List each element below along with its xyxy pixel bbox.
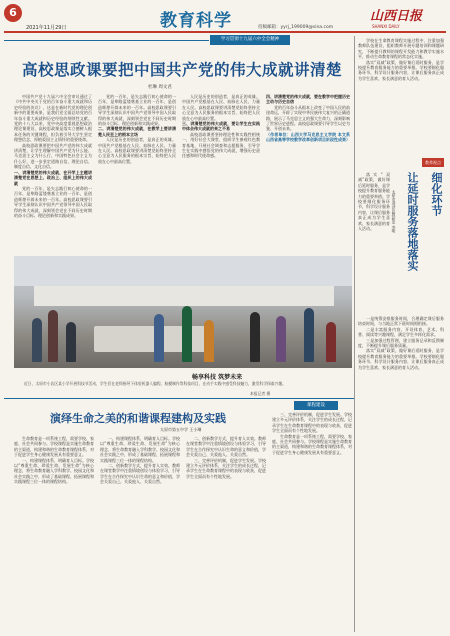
photo-person bbox=[154, 314, 164, 362]
photo-person bbox=[204, 320, 214, 362]
submission-email: 投稿邮箱：yyrj_199009@sina.com bbox=[258, 25, 334, 30]
lead-byline: 杜琳 周文君 bbox=[148, 85, 172, 90]
banner-line bbox=[4, 40, 209, 41]
section-title: 教育科学 bbox=[160, 11, 232, 31]
opinion-tag: 教养视点 bbox=[422, 158, 444, 167]
right-top-paragraph: 学校在生命教育课程实施过程中，注重加强教师队伍建设，组织教师开展专题培训和课题研究，不断提升教师的课程开发能力和教学实施水平，推动生命教育课程的常态化实施。 bbox=[358, 38, 444, 60]
lead-section-4-text: 党的百年奋斗从根本上改变了中国人民的前途命运，开辟了实现中华民族伟大复兴的正确道路，展示了马克思主义的强大生命力，深刻影响了世界历史进程。高校思政课要引导学生以史为鉴、开创未来。 bbox=[266, 104, 350, 132]
lead-intro-1: 中国共产党十九届六中全会审议通过了《中共中央关于党的百年奋斗重大成就和历史经验的决议》，这是在新时代党的理论创新中的重要成果，是我们党全面总结党的百年奋斗重大成就和历史经验的纲领性文献。党的十八大以来，党中央高度重视思想政治理论课建设，高校思政课是落实立德树人根本任务的关键课程，担负着引导大学生坚定理想信念、厚植爱国主义情怀的重要使命。 bbox=[14, 94, 92, 143]
lower-paragraph-1: 生命教育是一项系统工程，需要学校、家庭、社会共同参与。学校课程是实施生命教育的主渠道，构建和谐的生命教育课程体系，对于促进学生身心健康发展具有重要意义。 bbox=[14, 436, 94, 458]
right-body-1: 落实“双减”政策，做好课后延时服务，是学校提升教育服务能力的重要举措。学校要细化服务环节，科学设计服务内容，让课后服务真正成为学生喜欢、家长满意的育人活动。 bbox=[358, 172, 390, 232]
lower-column-2 bbox=[100, 436, 180, 632]
header-rule bbox=[4, 31, 446, 33]
lead-section-4-heading: 四、讲清楚党的伟大成就，要在教学中把握历史主动与历史自信 bbox=[266, 94, 350, 105]
lead-column-4 bbox=[266, 94, 350, 252]
lead-headline: 高校思政课要把中国共产党的伟大成就讲清楚 bbox=[22, 60, 343, 79]
lower-section-tag: 课程建设 bbox=[294, 401, 338, 410]
lower-column-1 bbox=[14, 436, 94, 632]
photo-person bbox=[32, 318, 42, 362]
right-body-1-repeat: 落实“双减”政策，做好课后延时服务，是学校提升教育服务能力的重要举措。学校要细化服务环节，科学设计服务内容，让课后服务真正成为学生喜欢、家长满意的育人活动。 bbox=[358, 348, 444, 370]
newspaper-logo: 山西日报 bbox=[370, 9, 423, 24]
photo-booth bbox=[34, 286, 334, 306]
right-title-line-2: 让延时服务落地落实 bbox=[406, 172, 419, 271]
right-body bbox=[358, 316, 444, 632]
lower-paragraph-2: 一、构建课程体系，明确育人目标。学校以“尊重生命、珍爱生命、发展生命”为核心理念，将生命教育融入学科教学、校园文化和社会实践之中，形成了基础课程、拓展课程和实践课程三位一体的课程结构。 bbox=[14, 457, 94, 485]
lead-column-3 bbox=[182, 94, 260, 252]
lower-paragraph-4: 三、完善评价机制，促进学生发展。学校建立多元评价体系，关注学生的成长过程，记录学生在生命教育课程中的表现与收获，促进学生全面而有个性地发展。 bbox=[186, 457, 266, 479]
right-body-4: 三是加强过程管理，建立服务记录和反馈制度，不断提升课后服务质量。 bbox=[358, 337, 444, 349]
lower-column-4 bbox=[272, 412, 352, 632]
right-column-rule bbox=[354, 36, 355, 632]
photo-caption: 近日，太原市小店区某小学开展科技节活动，学生们在老师指导下体验机器人编程、航模制作等科技项目，在动手实践中感受科技魅力，激发科学探索兴趣。 bbox=[24, 381, 286, 386]
lower-paragraph-3-cont: 二、创新教学方式，提升育人实效。教师在课堂教学中注重情境创设与体验学习，引导学生在合作探究中认识生命的意义和价值，学会关爱自己、关爱他人、关爱自然。 bbox=[186, 436, 266, 458]
right-top-paragraph-cont: 落实“双减”政策，做好课后延时服务，是学校提升教育服务能力的重要举措。学校要细化服务环节，科学设计服务内容，让课后服务真正成为学生喜欢、家长满意的育人活动。 bbox=[358, 59, 444, 81]
news-photo bbox=[14, 256, 352, 368]
lead-section-1-text: 党的一百年，是矢志践行初心使命的一百年，是筚路蓝缕奠基立业的一百年，是创造辉煌开辟未来的一百年。高校思政课要引导学生深刻认识中国共产党领导中国人民取得的伟大成就，深刻领会党在不同历史时期的奋斗目标、理论创新和实践成果。 bbox=[14, 185, 92, 218]
lower-byline: 太原市第五中学 王小琳 bbox=[160, 427, 202, 432]
lead-section-2-text-cont: 人民是历史的创造者，是真正的英雄。中国共产党根基在人民、血脉在人民、力量在人民。高校思政课要讲清楚党始终坚持全心全意为人民服务的根本宗旨，始终把人民放在心中最高位置。 bbox=[182, 94, 260, 121]
right-body-narrow bbox=[358, 172, 390, 312]
lead-section-1-heading: 一、讲清楚党的伟大成就，在开学上主题讲清楚党在思想上、政治上、组织上的伟大成就 bbox=[14, 169, 92, 186]
photo-person bbox=[304, 308, 314, 362]
right-body-3: 二是丰富服务内容，开设体育、艺术、科普、阅读等兴趣课程，满足学生多样化需求。 bbox=[358, 326, 444, 338]
photo-person bbox=[182, 306, 192, 362]
right-top-text bbox=[358, 38, 444, 154]
page-number: 6 bbox=[4, 4, 22, 22]
photo-person bbox=[326, 322, 336, 362]
lead-section-1-text-cont: 党的一百年，是矢志践行初心使命的一百年，是筚路蓝缕奠基立业的一百年，是创造辉煌开辟未来的一百年。高校思政课要引导学生深刻认识中国共产党领导中国人民取得的伟大成就，深刻领会党在不同历史时期的奋斗目标、理论创新和实践成果。 bbox=[98, 94, 176, 127]
lead-section-2-text: 人民是历史的创造者，是真正的英雄。中国共产党根基在人民、血脉在人民、力量在人民。高校思政课要讲清楚党始终坚持全心全意为人民服务的根本宗旨，始终把人民放在心中最高位置。 bbox=[98, 137, 176, 164]
photo-person bbox=[66, 322, 76, 362]
right-body-2: 一是统筹安排服务时间，合理确定课后服务结束时间，与当地正常下班时间相衔接。 bbox=[358, 316, 444, 327]
section-divider bbox=[4, 398, 354, 399]
right-title-line-1: 细化环节 bbox=[430, 172, 443, 216]
lead-section-2-heading: 二、讲清楚党的伟大成就，在教学上要讲清楚人民至上的根本立场 bbox=[98, 126, 176, 137]
lower-paragraph-3: 二、创新教学方式，提升育人实效。教师在课堂教学中注重情境创设与体验学习，引导学生在合作探究中认识生命的意义和价值，学会关爱自己、关爱他人、关爱自然。 bbox=[100, 463, 180, 485]
lead-section-3-text: 高校思政课要坚持理论性和实践性相统一，用好社会大课堂，组织学生参观红色教育基地，开展社会调查和志愿服务，引导学生在实践中感悟党的伟大成就，增强历史责任感和时代使命感。 bbox=[182, 131, 260, 159]
photo-credit: 本报记者 摄 bbox=[250, 391, 271, 396]
photo-wall bbox=[14, 256, 352, 286]
right-author: 太原市迎泽区教研室 李明 bbox=[392, 190, 397, 234]
photo-person bbox=[276, 316, 286, 362]
photo-person bbox=[250, 312, 260, 362]
lead-closing: （作者单位：山西大学马克思主义学院 本文系山西省高等学校教学改革创新项目阶段性成果） bbox=[266, 131, 350, 143]
lower-paragraph-1-cont: 生命教育是一项系统工程，需要学校、家庭、社会共同参与。学校课程是实施生命教育的主渠道，构建和谐的生命教育课程体系，对于促进学生身心健康发展具有重要意义。 bbox=[272, 433, 352, 455]
lead-intro-2: 高校思政课要把中国共产党的伟大成就讲清楚，让学生理解中国共产党为什么能、马克思主义为什么行、中国特色社会主义为什么好，进一步坚定道路自信、理论自信、制度自信、文化自信。 bbox=[14, 142, 92, 170]
lower-column-3 bbox=[186, 436, 266, 632]
issue-date: 2021年11月29日 bbox=[26, 25, 67, 31]
lower-paragraph-4-cont: 三、完善评价机制，促进学生发展。学校建立多元评价体系，关注学生的成长过程，记录学生在生命教育课程中的表现与收获，促进学生全面而有个性地发展。 bbox=[272, 412, 352, 434]
photo-person bbox=[48, 310, 58, 362]
lead-section-3-heading: 三、讲清楚党的伟大成就，要让学生在实践中体会伟大成就的来之不易 bbox=[182, 121, 260, 132]
lower-paragraph-2-cont: 一、构建课程体系，明确育人目标。学校以“尊重生命、珍爱生命、发展生命”为核心理念，将生命教育融入学科教学、校园文化和社会实践之中，形成了基础课程、拓展课程和实践课程三位一体的课程结构。 bbox=[100, 436, 180, 463]
topic-banner: 学习贯彻十九届六中全会精神 bbox=[210, 35, 290, 45]
lead-column-2 bbox=[98, 94, 176, 252]
newspaper-logo-sub: SHANXI DAILY bbox=[372, 24, 400, 29]
lead-column-1 bbox=[14, 94, 92, 252]
lower-headline: 演绎生命之美的和谐课程建构及实践 bbox=[50, 412, 226, 425]
photo-title: 畅享科技 筑梦未来 bbox=[192, 374, 243, 381]
